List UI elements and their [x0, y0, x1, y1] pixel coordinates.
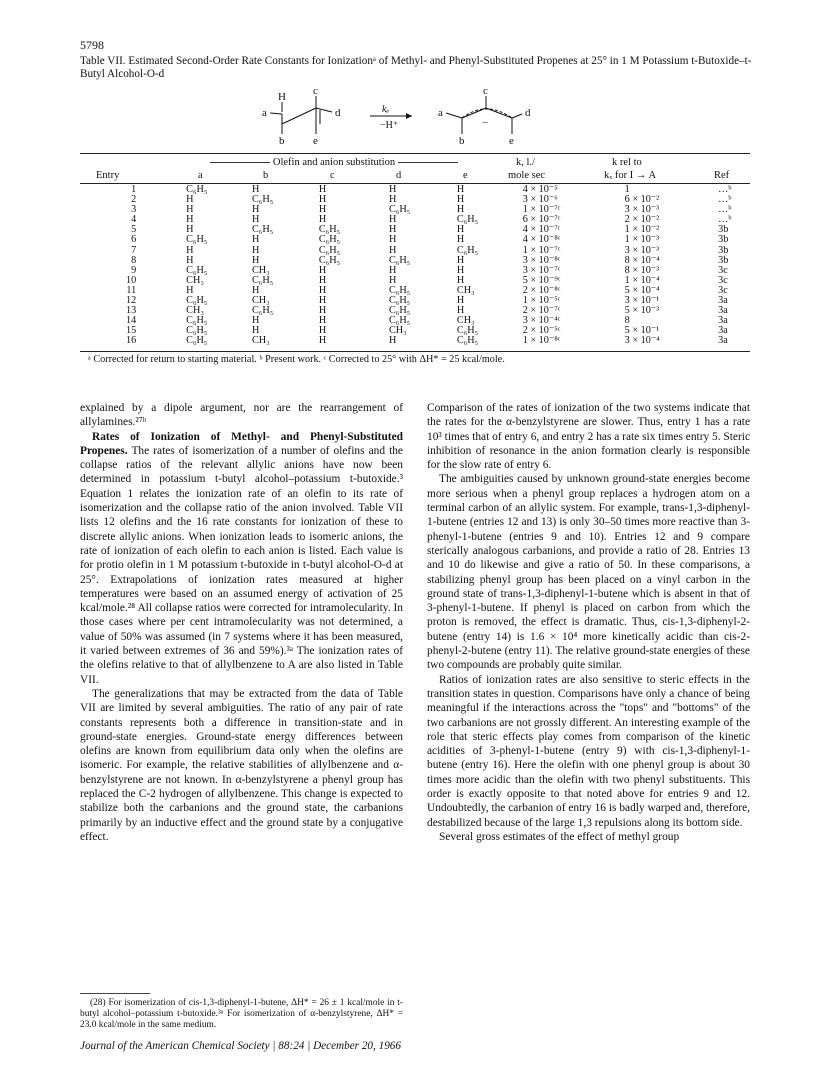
- table-header-rule: [80, 183, 750, 184]
- group-header: Olefin and anion substitution: [174, 157, 494, 169]
- cell-c: H: [318, 194, 327, 206]
- cell-d: H: [388, 244, 397, 256]
- cell-e: H: [456, 254, 465, 266]
- arrow-proton-label: −H⁺: [380, 120, 399, 131]
- cell-a: C₆H₅: [186, 335, 208, 347]
- cell-e: H: [456, 295, 465, 307]
- cell-ref: 3b: [718, 234, 729, 246]
- cell-a: CH₃: [186, 305, 204, 317]
- table-footnotes: ᵃ Corrected for return to starting material. ᵇ Present work. ᶜ Corrected to 25° with ΔH* = 25 kcal/mole.: [88, 354, 505, 365]
- cell-entry: 4: [131, 214, 137, 226]
- cell-entry: 9: [131, 264, 137, 276]
- cell-ref: 3c: [718, 274, 728, 286]
- cell-k: 3 × 10⁻⁷ᶜ: [522, 264, 561, 276]
- cell-ref: 3a: [718, 305, 728, 317]
- cell-c: H: [318, 204, 327, 216]
- cell-k: 1 × 10⁻⁷ᶜ: [522, 204, 561, 216]
- olefin-label-c: c: [313, 86, 318, 97]
- cell-e: H: [456, 305, 465, 317]
- cell-b: CH₃: [252, 335, 270, 347]
- cell-a: C₆H₅: [186, 295, 208, 307]
- anion-label-c: c: [483, 86, 488, 97]
- cell-e: H: [456, 204, 465, 216]
- table-row: [80, 306, 750, 316]
- cell-k: 3 × 10⁻⁸ᶜ: [522, 254, 561, 266]
- cell-d: C₆H₅: [388, 315, 411, 327]
- olefin-label-a: a: [262, 107, 267, 119]
- table-caption: Table VII. Estimated Second-Order Rate Constants for Ionizationᵃ of Methyl- and Phenyl-Substituted Propenes at 25° in 1 M Potassium t-Butoxide–t-Butyl Alcohol-O-d: [80, 55, 752, 80]
- anion-label-a: a: [438, 107, 443, 119]
- olefin-label-b: b: [279, 135, 285, 147]
- cell-c: C₆H₅: [318, 234, 341, 246]
- cell-c: H: [318, 274, 327, 286]
- cell-krel: 5 × 10⁻³: [624, 305, 660, 317]
- cell-d: CH₃: [388, 325, 407, 337]
- right-column: [427, 401, 750, 844]
- cell-entry: 15: [125, 325, 137, 337]
- reaction-scheme: [260, 86, 590, 148]
- cell-b: H: [252, 325, 260, 337]
- rate-table: [80, 185, 750, 347]
- cell-krel: 1: [624, 184, 630, 195]
- cell-entry: 8: [131, 254, 137, 266]
- cell-b: C₆H₅: [252, 274, 274, 286]
- paragraph: The ambiguities caused by unknown ground-state energies become more serious when a phenyl group replaces a hydrogen atom on a terminal carbon of an allylic system. For example, trans-1,3-diphenyl-1-butene (entries 12 and 13) is only 30–50 times more reactive than 3-phenyl-1-butene (entries 9 and 10). Entries 12 and 9 compare sterically analogous carbanions, and provide a ratio of 28. Entries 13 and 10 do likewise and give a ratio of 50. In these comparisons, a stabilizing phenyl group has been placed on a vinyl carbon in the ground state of trans-1,3-diphenyl-1-butene which is absent in that of 3-phenyl-1-butene. If phenyl is placed on carbon from which the proton is removed, the effect is dramatic. Thus, cis-1,3-diphenyl-2-butene (entry 14) is 1.6 × 10⁴ more kinetically acidic than cis-2-phenyl-2-butene (entry 11). The relative ground-state energies of these two compounds are probably quite similar.: [427, 473, 750, 672]
- cell-e: H: [456, 224, 465, 236]
- cell-b: H: [252, 234, 260, 246]
- cell-entry: 1: [131, 184, 137, 195]
- cell-d: C₆H₅: [388, 284, 411, 296]
- paragraph: The generalizations that may be extracted from the data of Table VII are limited by several ambiguities. The ratio of any pair of rate constants represents both a difference in transition-state and in ground-state energies. Ground-state energy differences between olefins are known from equilibrium data only when the olefins are isomeric. For example, the relative stabilities of allylbenzene and α-benzylstyrene are not known. In α-benzylstyrene a phenyl group has replaced the C-2 hydrogen of allylbenzene. This change is expected to stabilize both the carbanions and the ground state, the carbanions primarily by an inductive effect and the ground state by a conjugative effect.: [80, 687, 403, 843]
- cell-b: H: [252, 254, 260, 266]
- cell-ref: 3b: [718, 224, 729, 236]
- cell-entry: 16: [125, 335, 137, 347]
- olefin-label-d: d: [335, 107, 341, 119]
- cell-c: H: [318, 214, 327, 226]
- cell-e: H: [456, 234, 465, 246]
- cell-entry: 14: [125, 315, 137, 327]
- olefin-structure: [262, 86, 341, 147]
- cell-d: H: [388, 234, 397, 246]
- anion-minus: −: [482, 117, 489, 129]
- anion-label-b: b: [459, 135, 465, 147]
- cell-k: 2 × 10⁻⁷ᶜ: [522, 305, 561, 317]
- cell-d: H: [388, 264, 397, 276]
- cell-b: CH₃: [252, 264, 270, 276]
- cell-krel: 2 × 10⁻²: [624, 214, 660, 226]
- cell-a: H: [186, 254, 194, 266]
- cell-krel: 3 × 10⁻¹: [624, 295, 660, 307]
- cell-krel: 1 × 10⁻³: [624, 234, 660, 246]
- cell-krel: 3 × 10⁻³: [624, 204, 660, 216]
- table-bottom-rule: [80, 351, 750, 352]
- cell-c: H: [318, 264, 327, 276]
- cell-c: H: [318, 184, 327, 195]
- cell-k: 1 × 10⁻⁷ᶜ: [522, 244, 561, 256]
- cell-c: C₆H₅: [318, 244, 341, 256]
- left-column: [80, 401, 403, 844]
- cell-a: C₆H₅: [186, 264, 208, 276]
- cell-krel: 6 × 10⁻²: [624, 194, 660, 206]
- paragraph: The rates of isomerization of a number of olefins and the collapse ratios of the relevant allylic anions have now been determined in potassium t-butyl alcohol–potassium t-butoxide.³ Equation 1 relates the ionization rate of an olefin to its rate of isomerization and the collapse ratio of the anion involved. Table VII lists 12 olefins and the 16 rate constants for ionization of these to discrete allylic anions. When ionization leads to isomeric anions, the rate of ionization of each olefin to each anion is listed. Each value is for protio olefin in 1 M potassium t-butoxide in t-butyl alcohol-O-d at 25°. Extrapolations of ionization rates measured at higher temperatures were based on an assumed energy of activation of 25 kcal/mole.²⁸ All collapse ratios were corrected for intramolecularity. In those cases where per cent intramolecularity was not determined, a value of 50% was assumed (in 7 systems where it has been measured, it varied between extremes of 36 and 59%).³ᵃ The ionization rates of the olefins relative to that of allylbenzene to A are also listed in Table VII.: [80, 444, 403, 686]
- cell-e: H: [456, 264, 465, 276]
- cell-d: H: [388, 335, 397, 347]
- cell-k: 3 × 10⁻⁴ᶜ: [522, 315, 561, 327]
- col-header-c: c: [330, 170, 335, 181]
- olefin-label-e: e: [313, 135, 318, 147]
- col-header-a: a: [198, 170, 203, 181]
- cell-a: H: [186, 224, 194, 236]
- col-header-d: d: [396, 170, 402, 181]
- olefin-label-h: H: [278, 91, 286, 103]
- cell-ref: 3a: [718, 295, 728, 307]
- cell-b: C₆H₅: [252, 194, 274, 206]
- cell-ref: 3a: [718, 325, 728, 337]
- cell-e: C₆H₅: [456, 325, 479, 337]
- cell-krel: 8: [624, 315, 630, 327]
- cell-entry: 3: [131, 204, 137, 216]
- cell-krel: 1 × 10⁻⁴: [624, 274, 660, 286]
- cell-a: H: [186, 244, 194, 256]
- cell-k: 2 × 10⁻⁸ᶜ: [522, 284, 561, 296]
- cell-entry: 11: [126, 284, 137, 296]
- cell-krel: 8 × 10⁻³: [624, 264, 660, 276]
- cell-k: 4 × 10⁻⁷ᶜ: [522, 224, 561, 236]
- cell-k: 4 × 10⁻⁸ᶜ: [522, 234, 561, 246]
- cell-d: H: [388, 224, 397, 236]
- cell-c: C₆H₅: [318, 224, 341, 236]
- col-header-e: e: [463, 170, 468, 181]
- cell-d: C₆H₅: [388, 204, 411, 216]
- cell-e: H: [456, 274, 465, 286]
- reaction-arrow: [370, 104, 412, 131]
- cell-ref: …ᵇ: [718, 194, 732, 206]
- cell-c: H: [318, 295, 327, 307]
- cell-k: 6 × 10⁻⁷ᶜ: [522, 214, 561, 226]
- cell-b: H: [252, 244, 260, 256]
- cell-a: C₆H₅: [186, 184, 208, 195]
- cell-krel: 3 × 10⁻⁴: [624, 335, 660, 347]
- cell-a: H: [186, 204, 194, 216]
- cell-entry: 13: [125, 305, 137, 317]
- cell-a: C₆H₅: [186, 315, 208, 327]
- cell-a: H: [186, 194, 194, 206]
- col-header-entry: Entry: [96, 170, 120, 181]
- col-header-b: b: [263, 170, 269, 181]
- cell-ref: …ᵇ: [718, 204, 732, 216]
- cell-entry: 2: [131, 194, 137, 206]
- cell-krel: 1 × 10⁻²: [624, 224, 660, 236]
- cell-b: H: [252, 204, 260, 216]
- col-header-ref: Ref: [714, 170, 730, 181]
- cell-k: 4 × 10⁻⁵: [522, 184, 558, 195]
- cell-e: H: [456, 194, 465, 206]
- cell-d: H: [388, 184, 397, 195]
- cell-k: 1 × 10⁻⁸ᶜ: [522, 335, 561, 347]
- cell-krel: 8 × 10⁻⁴: [624, 254, 660, 266]
- cell-e: CH₃: [456, 284, 475, 296]
- cell-a: CH₃: [186, 274, 204, 286]
- anion-structure: [438, 86, 531, 147]
- cell-c: H: [318, 325, 327, 337]
- cell-entry: 7: [131, 244, 137, 256]
- cell-b: H: [252, 214, 260, 226]
- cell-a: H: [186, 284, 194, 296]
- cell-ref: 3c: [718, 264, 728, 276]
- cell-a: C₆H₅: [186, 325, 208, 337]
- cell-entry: 6: [131, 234, 137, 246]
- cell-entry: 10: [125, 274, 137, 286]
- cell-b: C₆H₅: [252, 305, 274, 317]
- cell-e: CH₃: [456, 315, 475, 327]
- cell-ref: …ᵇ: [718, 184, 732, 195]
- cell-entry: 5: [131, 224, 137, 236]
- cell-d: H: [388, 274, 397, 286]
- anion-label-e: e: [509, 135, 514, 147]
- cell-ref: 3b: [718, 244, 729, 256]
- footnote-rule: [80, 993, 150, 994]
- cell-ref: 3b: [718, 254, 729, 266]
- table-top-rule: [80, 153, 750, 154]
- cell-krel: 5 × 10⁻⁴: [624, 284, 660, 296]
- cell-a: H: [186, 214, 194, 226]
- cell-c: H: [318, 335, 327, 347]
- cell-a: C₆H₅: [186, 234, 208, 246]
- cell-ref: 3a: [718, 335, 728, 347]
- cell-d: C₆H₅: [388, 254, 411, 266]
- cell-k: 2 × 10⁻⁵ᶜ: [522, 325, 561, 337]
- k-header-2: mole sec: [508, 170, 546, 181]
- page-number: 5798: [80, 38, 104, 52]
- cell-krel: 3 × 10⁻³: [624, 244, 660, 256]
- cell-e: C₆H₅: [456, 335, 479, 347]
- cell-c: C₆H₅: [318, 254, 341, 266]
- cell-k: 5 × 10⁻⁹ᶜ: [522, 274, 561, 286]
- cell-ref: …ᵇ: [718, 214, 732, 226]
- krel-header-2: kₓ for I → A: [604, 170, 657, 181]
- cell-e: C₆H₅: [456, 244, 479, 256]
- paragraph: Ratios of ionization rates are also sensitive to steric effects in the transition states in question. Comparisons have only a chance of being meaningful if the interactions across the "tops" and "bottoms" of the two carbanions are not grossly different. An interesting example of the role that steric effects play comes from comparison of the kinetic acidities of 3-phenyl-1-butene (entry 9) with cis-1,3-diphenyl-1-butene (entry 16). Here the olefin with one phenyl group is about 30 times more acidic than the olefin with two phenyl substituents. This order is exactly opposite to that noted above for entries 9 and 12. Undoubtedly, the carbanion of entry 16 is badly warped and, therefore, destabilized because of the large 1,3 repulsions along its bottom side.: [427, 673, 750, 829]
- paragraph: explained by a dipole argument, nor are the rearrangement of allylamines.²⁷ᵇ: [80, 402, 403, 429]
- table-row: [80, 336, 750, 346]
- section-heading: Rates of Ionization of Methyl- and Phenyl-Substituted Propenes.: [80, 430, 403, 457]
- cell-krel: 5 × 10⁻¹: [624, 325, 660, 337]
- cell-entry: 12: [125, 295, 137, 307]
- cell-b: H: [252, 284, 260, 296]
- krel-header-1: k rel to: [612, 157, 642, 168]
- cell-e: C₆H₅: [456, 214, 479, 226]
- cell-b: CH₃: [252, 295, 270, 307]
- cell-k: 1 × 10⁻⁵ᶜ: [522, 295, 561, 307]
- cell-d: H: [388, 194, 397, 206]
- cell-ref: 3c: [718, 284, 728, 296]
- section-paragraph: [80, 430, 403, 687]
- paragraph: Several gross estimates of the effect of methyl group: [439, 830, 680, 843]
- journal-footer: Journal of the American Chemical Society | 88:24 | December 20, 1966: [80, 1040, 401, 1052]
- cell-d: H: [388, 214, 397, 226]
- cell-c: H: [318, 284, 327, 296]
- cell-d: C₆H₅: [388, 305, 411, 317]
- k-header-1: k, l./: [516, 157, 535, 168]
- cell-b: C₆H₅: [252, 224, 274, 236]
- cell-b: H: [252, 315, 260, 327]
- cell-b: H: [252, 184, 260, 195]
- cell-ref: 3a: [718, 315, 728, 327]
- cell-e: H: [456, 184, 465, 195]
- paragraph: Comparison of the rates of ionization of the two systems indicate that the rates for the α-benzylstyrene are slower. Thus, entry 1 has a rate 10³ times that of entry 6, and entry 2 has a rate six times entry 5. Steric inhibition of resonance in the anion formation clearly is responsible for the slow rate of entry 6.: [427, 402, 750, 472]
- cell-k: 3 × 10⁻⁶: [522, 194, 558, 206]
- cell-c: H: [318, 305, 327, 317]
- arrow-rate-label: kₑ: [382, 104, 390, 115]
- cell-d: C₆H₅: [388, 295, 411, 307]
- cell-c: H: [318, 315, 327, 327]
- footnote-28: (28) For isomerization of cis-1,3-diphenyl-1-butene, ΔH* = 26 ± 1 kcal/mole in t-butyl alcohol–potassium t-butoxide.³ᵃ For isomerization of α-benzylstyrene, ΔH* = 23.0 kcal/mole in the same medium.: [80, 998, 403, 1030]
- anion-label-d: d: [525, 107, 531, 119]
